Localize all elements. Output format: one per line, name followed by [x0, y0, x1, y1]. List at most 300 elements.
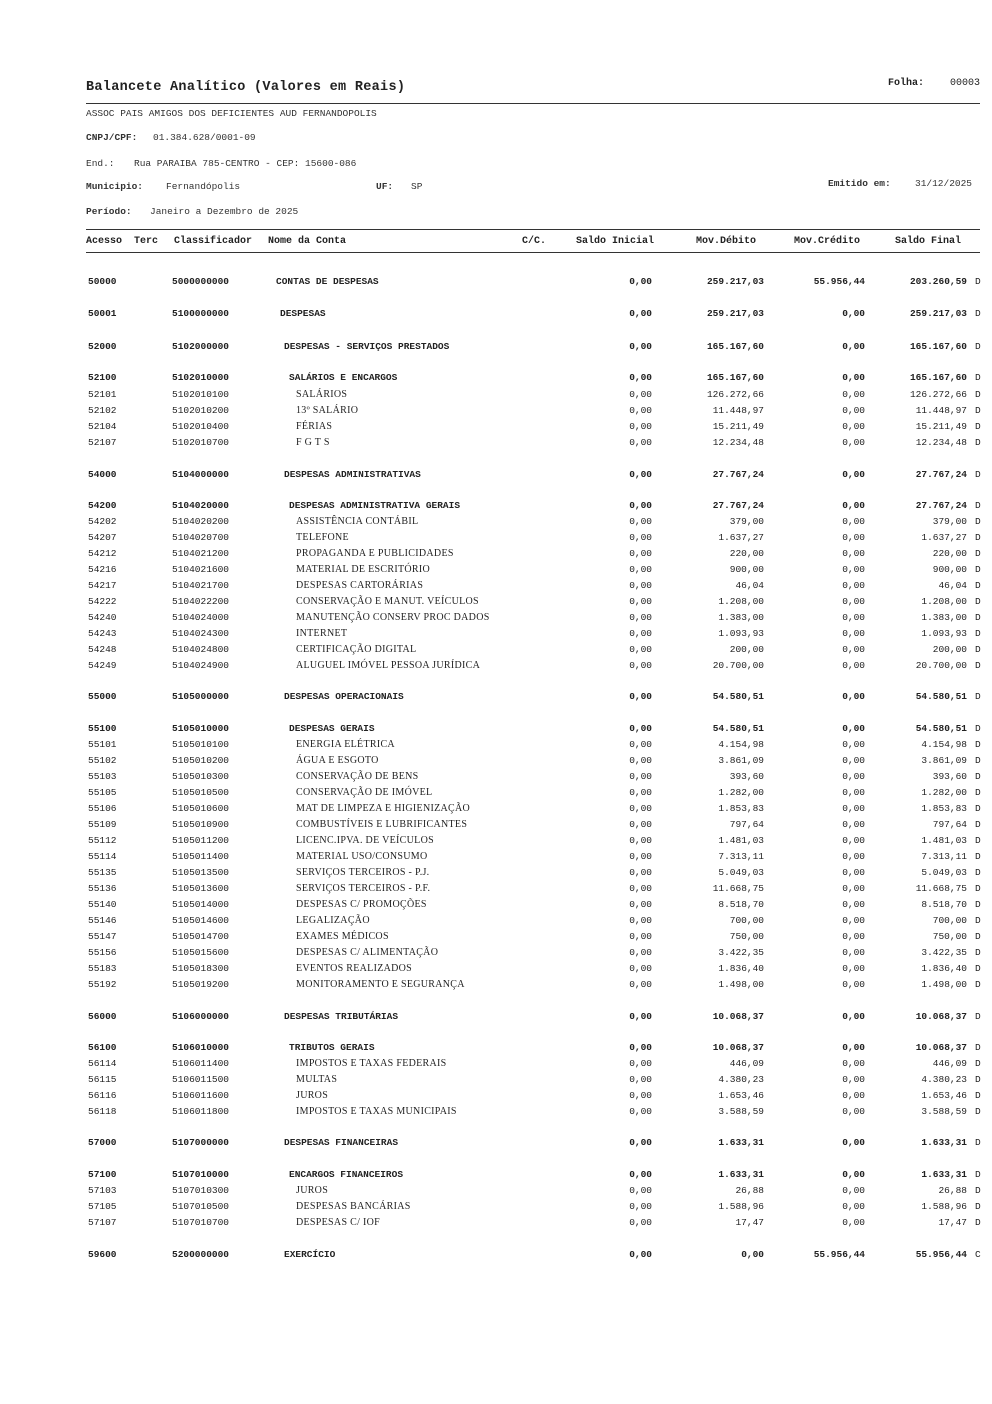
table-row — [0, 771, 992, 785]
cell-acesso: 54216 — [88, 564, 117, 575]
cell-nome-conta: ÁGUA E ESGOTO — [296, 755, 379, 766]
cell-saldo-inicial: 0,00 — [629, 644, 652, 655]
table-row — [0, 644, 992, 658]
cell-saldo-final: 1.836,40 — [921, 963, 967, 974]
table-row — [0, 835, 992, 849]
cell-saldo-inicial: 0,00 — [629, 771, 652, 782]
cell-nome-conta: LICENC.IPVA. DE VEÍCULOS — [296, 835, 434, 846]
cell-dc: D — [975, 580, 981, 591]
cell-dc: D — [975, 405, 981, 416]
table-row — [0, 979, 992, 993]
cell-nome-conta: F G T S — [296, 437, 330, 448]
cell-acesso: 54202 — [88, 516, 117, 527]
table-row — [0, 1137, 992, 1151]
cell-mov-credito: 0,00 — [842, 787, 865, 798]
cell-acesso: 55103 — [88, 771, 117, 782]
cell-saldo-final: 11.448,97 — [915, 405, 967, 416]
cell-acesso: 57103 — [88, 1185, 117, 1196]
cell-acesso: 55156 — [88, 947, 117, 958]
cell-mov-credito: 0,00 — [842, 596, 865, 607]
cell-saldo-inicial: 0,00 — [629, 516, 652, 527]
table-row — [0, 596, 992, 610]
table-row — [0, 1106, 992, 1120]
cell-mov-credito: 0,00 — [842, 660, 865, 671]
cell-dc: D — [975, 532, 981, 543]
cell-mov-credito: 0,00 — [842, 548, 865, 559]
cell-saldo-inicial: 0,00 — [629, 979, 652, 990]
cell-nome-conta: MATERIAL USO/CONSUMO — [296, 851, 428, 862]
table-row — [0, 564, 992, 578]
title-rule — [86, 103, 980, 104]
cell-mov-credito: 0,00 — [842, 372, 865, 383]
cell-mov-debito: 1.633,31 — [718, 1137, 764, 1148]
cell-acesso: 56118 — [88, 1106, 117, 1117]
cell-classificador: 5105011400 — [172, 851, 230, 862]
cell-classificador: 5106000000 — [172, 1011, 230, 1022]
cell-mov-debito: 12.234,48 — [712, 437, 764, 448]
cell-saldo-final: 10.068,37 — [915, 1011, 967, 1022]
cell-mov-credito: 0,00 — [842, 771, 865, 782]
cell-classificador: 5000000000 — [172, 276, 230, 287]
cell-mov-debito: 54.580,51 — [712, 691, 764, 702]
cell-dc: D — [975, 851, 981, 862]
cell-saldo-inicial: 0,00 — [629, 580, 652, 591]
address-label: End.: — [86, 158, 115, 169]
cell-acesso: 54217 — [88, 580, 117, 591]
cell-dc: D — [975, 931, 981, 942]
cell-saldo-final: 3.861,09 — [921, 755, 967, 766]
cell-classificador: 5106010000 — [172, 1042, 230, 1053]
cell-saldo-final: 750,00 — [932, 931, 967, 942]
cell-mov-credito: 0,00 — [842, 915, 865, 926]
cell-mov-credito: 0,00 — [842, 628, 865, 639]
cell-saldo-inicial: 0,00 — [629, 1058, 652, 1069]
cell-classificador: 5106011800 — [172, 1106, 230, 1117]
cell-nome-conta: EXAMES MÉDICOS — [296, 931, 389, 942]
cell-nome-conta: SALÁRIOS — [296, 389, 348, 400]
cell-mov-debito: 750,00 — [729, 931, 764, 942]
col-mov-debito: Mov.Débito — [696, 236, 757, 247]
cell-nome-conta: DESPESAS ADMINISTRATIVA GERAIS — [289, 500, 461, 511]
cell-mov-credito: 0,00 — [842, 1074, 865, 1085]
cell-nome-conta: CONSERVAÇÃO E MANUT. VEÍCULOS — [296, 596, 479, 607]
cell-dc: D — [975, 755, 981, 766]
cell-mov-credito: 0,00 — [842, 1137, 865, 1148]
cell-mov-debito: 200,00 — [729, 644, 764, 655]
cell-dc: D — [975, 1201, 981, 1212]
cell-nome-conta: DESPESAS - SERVIÇOS PRESTADOS — [284, 341, 450, 352]
cell-dc: D — [975, 947, 981, 958]
cell-dc: D — [975, 739, 981, 750]
cell-mov-credito: 0,00 — [842, 1058, 865, 1069]
cell-nome-conta: SERVIÇOS TERCEIROS - P.F. — [296, 883, 431, 894]
cell-nome-conta: INTERNET — [296, 628, 348, 639]
cell-saldo-final: 4.380,23 — [921, 1074, 967, 1085]
cell-saldo-inicial: 0,00 — [629, 628, 652, 639]
cell-mov-credito: 0,00 — [842, 1201, 865, 1212]
cell-mov-debito: 1.588,96 — [718, 1201, 764, 1212]
cell-mov-credito: 0,00 — [842, 899, 865, 910]
cell-dc: D — [975, 787, 981, 798]
cell-mov-debito: 446,09 — [729, 1058, 764, 1069]
table-row — [0, 405, 992, 419]
cell-dc: D — [975, 276, 981, 287]
cell-mov-debito: 1.383,00 — [718, 612, 764, 623]
cell-mov-credito: 0,00 — [842, 532, 865, 543]
cell-saldo-final: 1.093,93 — [921, 628, 967, 639]
cell-nome-conta: DESPESAS C/ IOF — [296, 1217, 380, 1228]
cell-dc: D — [975, 691, 981, 702]
cell-dc: D — [975, 1090, 981, 1101]
cell-saldo-inicial: 0,00 — [629, 723, 652, 734]
cell-acesso: 52000 — [88, 341, 117, 352]
cell-saldo-inicial: 0,00 — [629, 276, 652, 287]
cell-acesso: 52101 — [88, 389, 117, 400]
header-bottom-rule — [86, 252, 980, 253]
cell-acesso: 55112 — [88, 835, 117, 846]
cell-mov-credito: 0,00 — [842, 564, 865, 575]
entity-name: ASSOC PAIS AMIGOS DOS DEFICIENTES AUD FERNANDOPOLIS — [86, 108, 377, 119]
cell-classificador: 5107010300 — [172, 1185, 230, 1196]
table-row — [0, 580, 992, 594]
cell-nome-conta: MANUTENÇÃO CONSERV PROC DADOS — [296, 612, 490, 623]
cell-mov-credito: 0,00 — [842, 1042, 865, 1053]
cell-acesso: 54243 — [88, 628, 117, 639]
cell-mov-debito: 1.853,83 — [718, 803, 764, 814]
cell-dc: D — [975, 612, 981, 623]
cell-nome-conta: MULTAS — [296, 1074, 338, 1085]
cell-dc: D — [975, 1185, 981, 1196]
cell-acesso: 56100 — [88, 1042, 117, 1053]
cell-mov-credito: 0,00 — [842, 1106, 865, 1117]
cell-classificador: 5104021200 — [172, 548, 230, 559]
cell-mov-credito: 0,00 — [842, 612, 865, 623]
cell-nome-conta: LEGALIZAÇÃO — [296, 915, 370, 926]
cell-saldo-inicial: 0,00 — [629, 867, 652, 878]
cell-saldo-inicial: 0,00 — [629, 1249, 652, 1260]
cell-mov-debito: 11.448,97 — [712, 405, 764, 416]
table-row — [0, 548, 992, 562]
cell-mov-credito: 0,00 — [842, 851, 865, 862]
cell-classificador: 5106011600 — [172, 1090, 230, 1101]
cell-dc: D — [975, 1137, 981, 1148]
table-row — [0, 437, 992, 451]
cell-acesso: 57000 — [88, 1137, 117, 1148]
cell-nome-conta: ENCARGOS FINANCEIROS — [289, 1169, 404, 1180]
cell-saldo-inicial: 0,00 — [629, 915, 652, 926]
cell-dc: D — [975, 564, 981, 575]
cell-mov-credito: 0,00 — [842, 739, 865, 750]
cell-nome-conta: DESPESAS ADMINISTRATIVAS — [284, 469, 421, 480]
cell-saldo-inicial: 0,00 — [629, 739, 652, 750]
cell-saldo-final: 165.167,60 — [909, 372, 967, 383]
col-mov-credito: Mov.Crédito — [794, 236, 861, 247]
table-row — [0, 421, 992, 435]
cell-acesso: 52104 — [88, 421, 117, 432]
col-classificador: Classificador — [174, 236, 253, 247]
cell-saldo-final: 26,88 — [938, 1185, 967, 1196]
cell-nome-conta: JUROS — [296, 1090, 329, 1101]
address-value: Rua PARAIBA 785-CENTRO - CEP: 15600-086 — [134, 158, 357, 169]
table-row — [0, 867, 992, 881]
cell-mov-credito: 0,00 — [842, 947, 865, 958]
cell-dc: C — [975, 1249, 981, 1260]
cell-classificador: 5105000000 — [172, 691, 230, 702]
cell-acesso: 55102 — [88, 755, 117, 766]
cell-mov-debito: 4.380,23 — [718, 1074, 764, 1085]
cell-mov-debito: 1.282,00 — [718, 787, 764, 798]
cell-saldo-inicial: 0,00 — [629, 612, 652, 623]
table-row — [0, 899, 992, 913]
cell-nome-conta: FÉRIAS — [296, 421, 333, 432]
cell-saldo-final: 259.217,03 — [909, 308, 967, 319]
cell-mov-credito: 0,00 — [842, 1217, 865, 1228]
emitido-value: 31/12/2025 — [915, 178, 973, 189]
cell-acesso: 55135 — [88, 867, 117, 878]
cell-classificador: 5105010900 — [172, 819, 230, 830]
table-row — [0, 1201, 992, 1215]
cell-mov-debito: 17,47 — [735, 1217, 764, 1228]
cell-saldo-final: 1.633,31 — [921, 1169, 967, 1180]
cell-dc: D — [975, 1011, 981, 1022]
cell-acesso: 54240 — [88, 612, 117, 623]
cell-mov-debito: 5.049,03 — [718, 867, 764, 878]
cell-saldo-final: 379,00 — [932, 516, 967, 527]
cell-mov-debito: 0,00 — [741, 1249, 764, 1260]
cell-mov-debito: 165.167,60 — [706, 341, 764, 352]
cell-saldo-inicial: 0,00 — [629, 1074, 652, 1085]
cell-dc: D — [975, 596, 981, 607]
cell-classificador: 5104020700 — [172, 532, 230, 543]
cell-mov-debito: 1.633,31 — [718, 1169, 764, 1180]
table-row — [0, 803, 992, 817]
cell-mov-debito: 165.167,60 — [706, 372, 764, 383]
table-row — [0, 532, 992, 546]
cell-saldo-inicial: 0,00 — [629, 372, 652, 383]
cell-classificador: 5104021600 — [172, 564, 230, 575]
cell-mov-debito: 1.637,27 — [718, 532, 764, 543]
table-row — [0, 372, 992, 386]
cell-saldo-final: 1.498,00 — [921, 979, 967, 990]
cell-nome-conta: SALÁRIOS E ENCARGOS — [289, 372, 398, 383]
cell-mov-credito: 0,00 — [842, 500, 865, 511]
cell-saldo-inicial: 0,00 — [629, 405, 652, 416]
cell-saldo-inicial: 0,00 — [629, 1011, 652, 1022]
cell-acesso: 54000 — [88, 469, 117, 480]
cell-mov-credito: 0,00 — [842, 469, 865, 480]
cell-saldo-final: 700,00 — [932, 915, 967, 926]
cell-saldo-final: 8.518,70 — [921, 899, 967, 910]
cell-dc: D — [975, 660, 981, 671]
cell-nome-conta: TELEFONE — [296, 532, 349, 543]
cell-saldo-inicial: 0,00 — [629, 691, 652, 702]
cell-saldo-inicial: 0,00 — [629, 787, 652, 798]
cell-acesso: 56114 — [88, 1058, 117, 1069]
cell-saldo-final: 54.580,51 — [915, 691, 967, 702]
cell-saldo-inicial: 0,00 — [629, 469, 652, 480]
cell-saldo-final: 54.580,51 — [915, 723, 967, 734]
cell-classificador: 5105010500 — [172, 787, 230, 798]
cell-classificador: 5200000000 — [172, 1249, 230, 1260]
cell-acesso: 54207 — [88, 532, 117, 543]
cell-mov-credito: 0,00 — [842, 437, 865, 448]
cell-saldo-inicial: 0,00 — [629, 1042, 652, 1053]
cell-classificador: 5105019200 — [172, 979, 230, 990]
cell-nome-conta: DESPESAS BANCÁRIAS — [296, 1201, 411, 1212]
cell-classificador: 5107010000 — [172, 1169, 230, 1180]
cell-dc: D — [975, 644, 981, 655]
cell-dc: D — [975, 437, 981, 448]
cell-saldo-inicial: 0,00 — [629, 421, 652, 432]
cell-saldo-final: 20.700,00 — [915, 660, 967, 671]
cell-dc: D — [975, 421, 981, 432]
cell-nome-conta: ASSISTÊNCIA CONTÁBIL — [296, 516, 419, 527]
cell-mov-credito: 0,00 — [842, 580, 865, 591]
cell-classificador: 5104024800 — [172, 644, 230, 655]
cell-nome-conta: MATERIAL DE ESCRITÓRIO — [296, 564, 431, 575]
cell-saldo-final: 393,60 — [932, 771, 967, 782]
cell-mov-debito: 1.208,00 — [718, 596, 764, 607]
cell-acesso: 56115 — [88, 1074, 117, 1085]
cell-saldo-inicial: 0,00 — [629, 596, 652, 607]
cell-nome-conta: PROPAGANDA E PUBLICIDADES — [296, 548, 454, 559]
table-row — [0, 947, 992, 961]
periodo-label: Período: — [86, 206, 132, 217]
cell-dc: D — [975, 1169, 981, 1180]
cell-mov-credito: 0,00 — [842, 1169, 865, 1180]
table-row — [0, 1169, 992, 1183]
cell-saldo-final: 1.653,46 — [921, 1090, 967, 1101]
cell-saldo-inicial: 0,00 — [629, 1217, 652, 1228]
cell-saldo-final: 4.154,98 — [921, 739, 967, 750]
cell-dc: D — [975, 308, 981, 319]
cell-mov-credito: 0,00 — [842, 1011, 865, 1022]
uf-value: SP — [411, 181, 423, 192]
cell-nome-conta: DESPESAS OPERACIONAIS — [284, 691, 404, 702]
cell-saldo-inicial: 0,00 — [629, 1169, 652, 1180]
cell-saldo-final: 1.208,00 — [921, 596, 967, 607]
cell-mov-debito: 1.836,40 — [718, 963, 764, 974]
cell-mov-credito: 0,00 — [842, 1185, 865, 1196]
cell-mov-credito: 0,00 — [842, 963, 865, 974]
cell-saldo-final: 12.234,48 — [915, 437, 967, 448]
cell-nome-conta: MAT DE LIMPEZA E HIGIENIZAÇÃO — [296, 803, 471, 814]
header-top-rule — [86, 229, 980, 230]
table-row — [0, 341, 992, 355]
cell-acesso: 55146 — [88, 915, 117, 926]
col-saldo-final: Saldo Final — [895, 236, 962, 247]
cell-saldo-final: 1.588,96 — [921, 1201, 967, 1212]
cell-nome-conta: IMPOSTOS E TAXAS FEDERAIS — [296, 1058, 447, 1069]
cell-nome-conta: 13º SALÁRIO — [296, 405, 359, 416]
cell-mov-debito: 259.217,03 — [706, 308, 764, 319]
cell-classificador: 5105018300 — [172, 963, 230, 974]
cell-saldo-inicial: 0,00 — [629, 500, 652, 511]
table-row — [0, 500, 992, 514]
cell-saldo-inicial: 0,00 — [629, 883, 652, 894]
cell-acesso: 55114 — [88, 851, 117, 862]
cell-saldo-inicial: 0,00 — [629, 1090, 652, 1101]
cell-classificador: 5107010700 — [172, 1217, 230, 1228]
cell-acesso: 52100 — [88, 372, 117, 383]
cell-classificador: 5106011500 — [172, 1074, 230, 1085]
cell-classificador: 5105010600 — [172, 803, 230, 814]
cell-acesso: 50001 — [88, 308, 117, 319]
cell-dc: D — [975, 979, 981, 990]
cell-saldo-final: 797,64 — [932, 819, 967, 830]
cell-nome-conta: SERVIÇOS TERCEIROS - P.J. — [296, 867, 430, 878]
cell-classificador: 5105010200 — [172, 755, 230, 766]
cell-saldo-final: 10.068,37 — [915, 1042, 967, 1053]
cell-dc: D — [975, 372, 981, 383]
cell-acesso: 55100 — [88, 723, 117, 734]
cell-saldo-inicial: 0,00 — [629, 1106, 652, 1117]
cell-dc: D — [975, 899, 981, 910]
col-saldo-inicial: Saldo Inicial — [576, 236, 655, 247]
cell-nome-conta: COMBUSTÍVEIS E LUBRIFICANTES — [296, 819, 468, 830]
cell-mov-credito: 0,00 — [842, 389, 865, 400]
cell-nome-conta: TRIBUTOS GERAIS — [289, 1042, 375, 1053]
cell-nome-conta: DESPESAS CARTORÁRIAS — [296, 580, 424, 591]
cell-nome-conta: IMPOSTOS E TAXAS MUNICIPAIS — [296, 1106, 457, 1117]
cell-acesso: 54200 — [88, 500, 117, 511]
cell-mov-debito: 379,00 — [729, 516, 764, 527]
cell-nome-conta: MONITORAMENTO E SEGURANÇA — [296, 979, 465, 990]
cell-mov-credito: 0,00 — [842, 1090, 865, 1101]
cell-mov-debito: 26,88 — [735, 1185, 764, 1196]
cell-mov-credito: 0,00 — [842, 691, 865, 702]
cell-dc: D — [975, 963, 981, 974]
table-row — [0, 308, 992, 322]
cell-dc: D — [975, 548, 981, 559]
cell-mov-credito: 0,00 — [842, 819, 865, 830]
cell-saldo-inicial: 0,00 — [629, 1185, 652, 1196]
cell-mov-debito: 1.653,46 — [718, 1090, 764, 1101]
table-row — [0, 1058, 992, 1072]
cell-saldo-final: 46,04 — [938, 580, 967, 591]
cell-mov-credito: 0,00 — [842, 883, 865, 894]
cell-dc: D — [975, 1058, 981, 1069]
cell-saldo-final: 27.767,24 — [915, 500, 967, 511]
table-row — [0, 516, 992, 530]
table-row — [0, 931, 992, 945]
table-row — [0, 469, 992, 483]
cell-saldo-final: 1.637,27 — [921, 532, 967, 543]
cell-acesso: 57107 — [88, 1217, 117, 1228]
cell-mov-debito: 393,60 — [729, 771, 764, 782]
cell-classificador: 5104020000 — [172, 500, 230, 511]
col-acesso: Acesso — [86, 236, 123, 247]
cell-mov-credito: 0,00 — [842, 405, 865, 416]
cell-acesso: 54248 — [88, 644, 117, 655]
cell-acesso: 55101 — [88, 739, 117, 750]
table-row — [0, 660, 992, 674]
cell-nome-conta: EVENTOS REALIZADOS — [296, 963, 413, 974]
cell-mov-credito: 0,00 — [842, 979, 865, 990]
cell-acesso: 56000 — [88, 1011, 117, 1022]
cell-classificador: 5105010100 — [172, 739, 230, 750]
cell-dc: D — [975, 341, 981, 352]
cell-classificador: 5104020200 — [172, 516, 230, 527]
table-row — [0, 883, 992, 897]
report-title: Balancete Analítico (Valores em Reais) — [86, 80, 406, 95]
table-row — [0, 1042, 992, 1056]
cell-nome-conta: DESPESAS TRIBUTÁRIAS — [284, 1011, 399, 1022]
table-row — [0, 1011, 992, 1025]
cell-saldo-inicial: 0,00 — [629, 947, 652, 958]
folha-label: Folha: — [888, 78, 925, 89]
cell-nome-conta: CONSERVAÇÃO DE BENS — [296, 771, 419, 782]
